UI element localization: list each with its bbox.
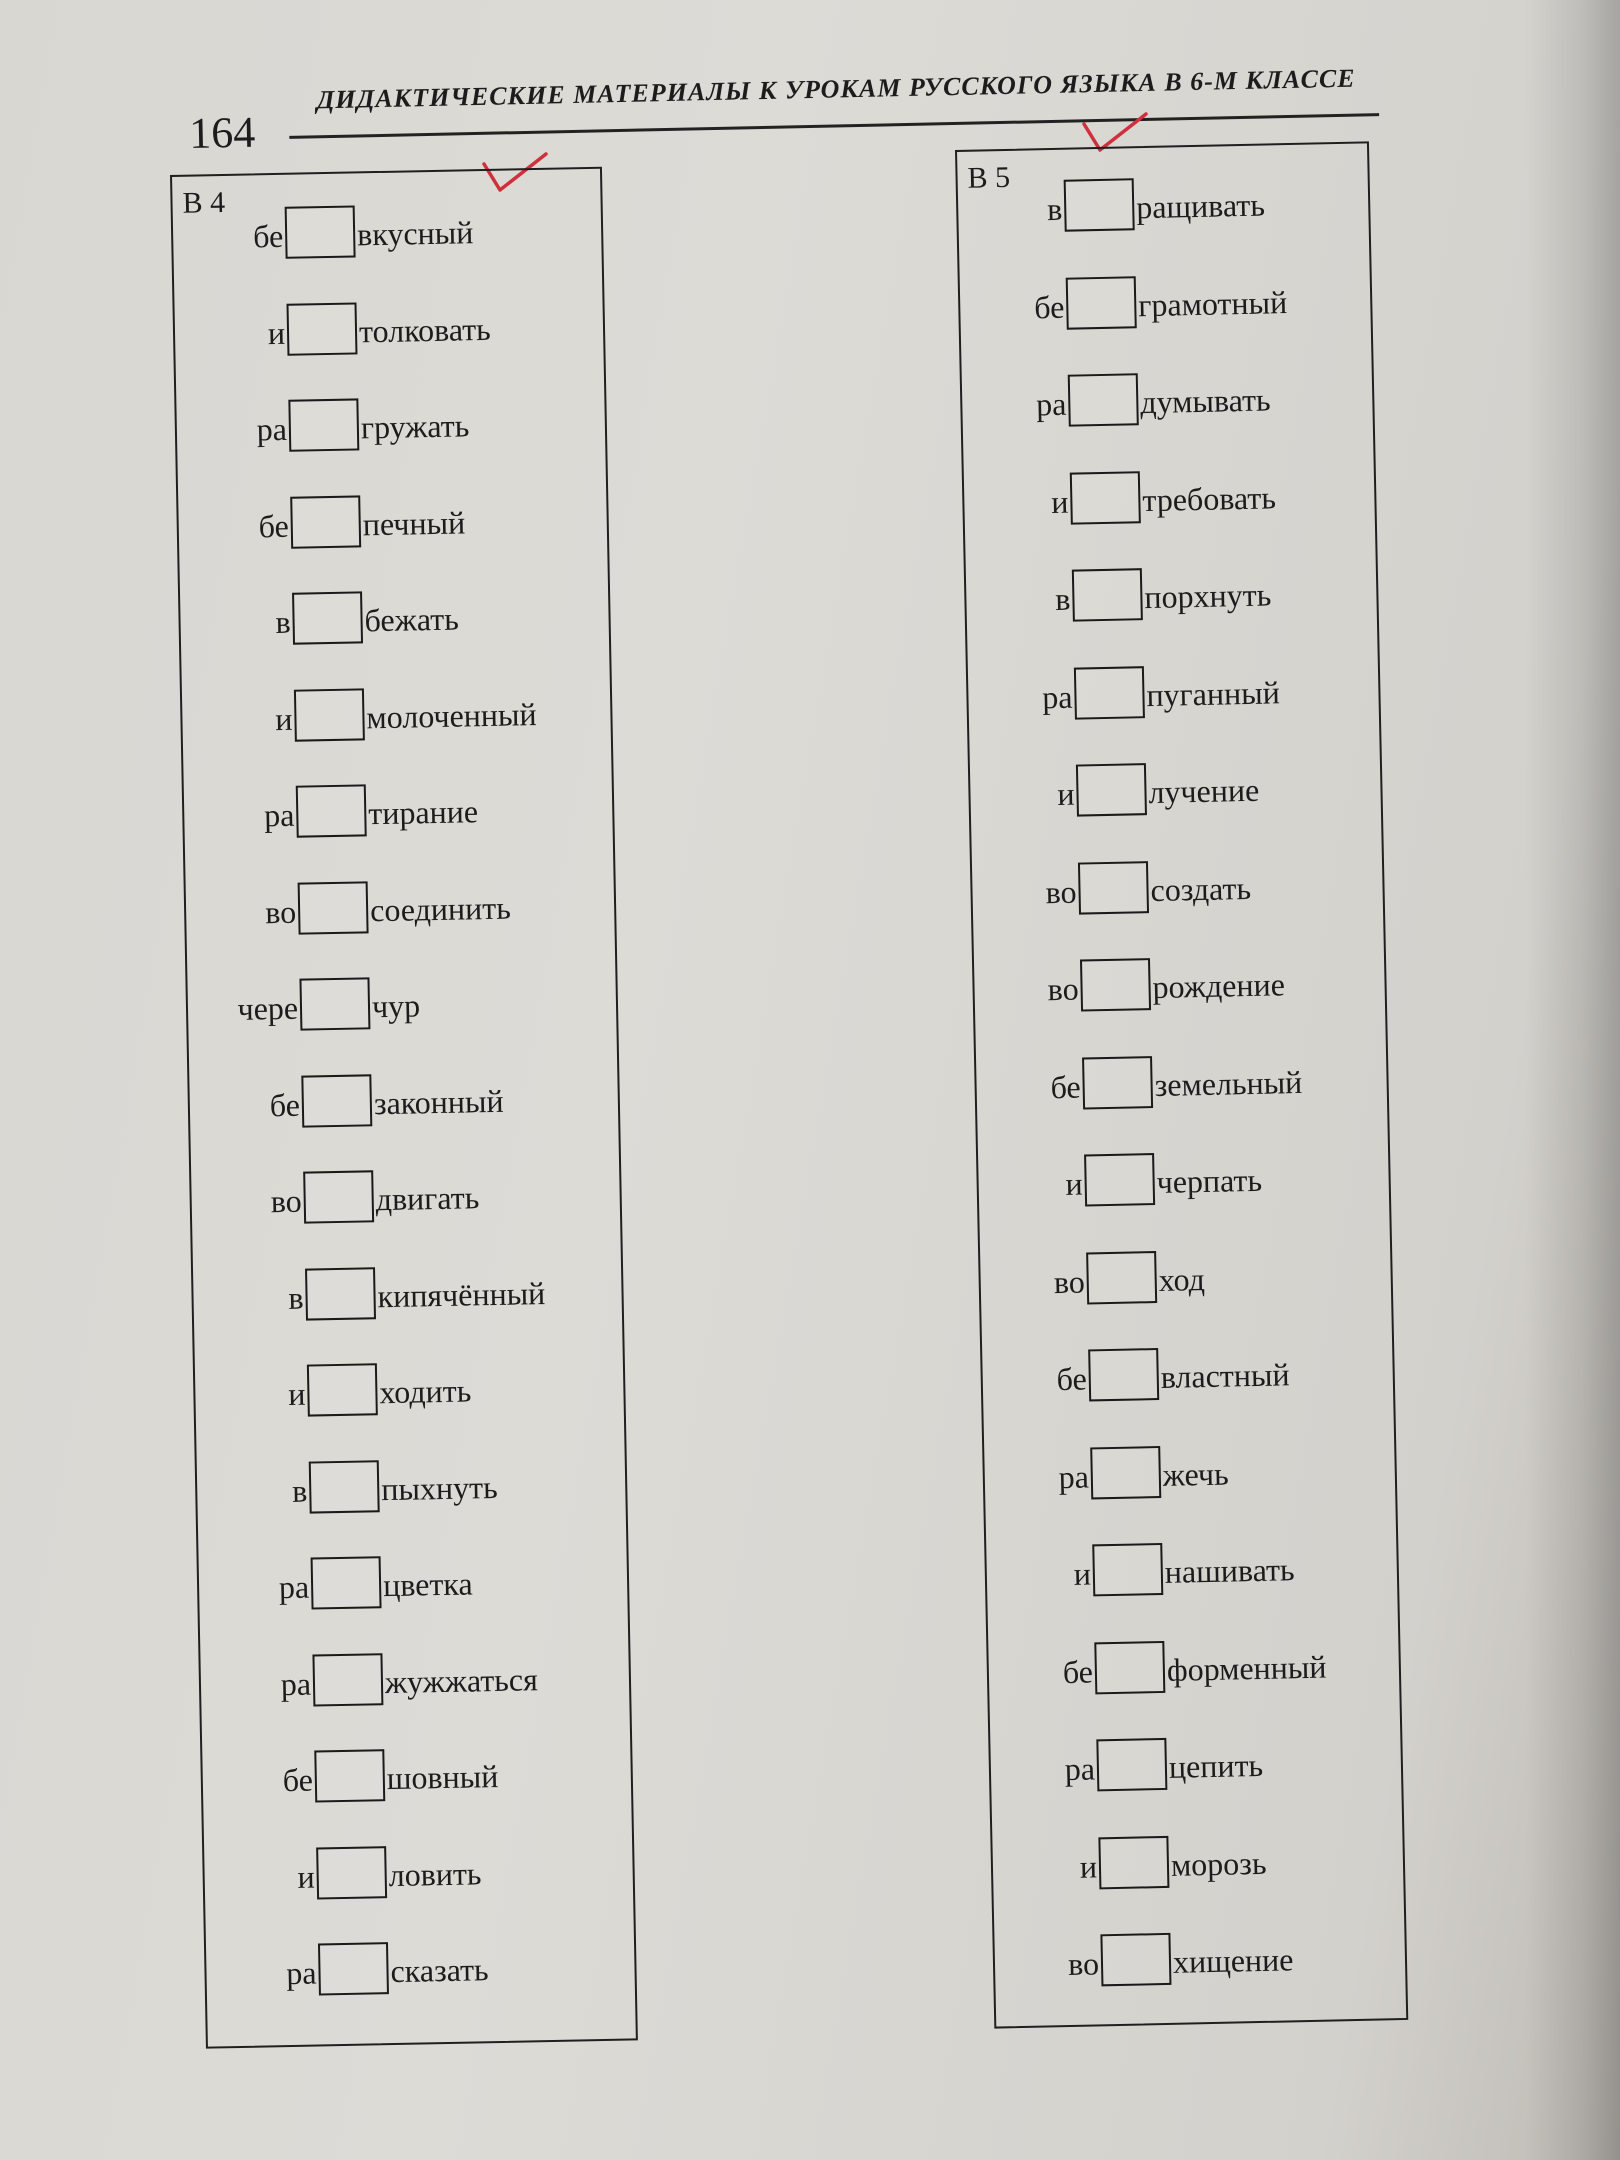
answer-blank-box[interactable] [294,688,365,741]
word-row [187,976,420,1032]
word-stem: кипячённый [377,1274,546,1314]
word-stem: бежать [364,600,460,639]
word-prefix: во [1067,1945,1100,1983]
word-prefix: ра [278,1568,310,1606]
word-prefix: ра [285,1954,317,1992]
word-stem: ходить [379,1372,472,1411]
word-stem: цветка [382,1565,473,1604]
word-row [974,955,1285,1013]
word-stem: создать [1150,869,1252,908]
answer-blank-box[interactable] [288,398,359,451]
answer-blank-box[interactable] [1068,373,1139,426]
word-stem: лучение [1148,771,1260,811]
word-stem: грамотный [1137,283,1288,323]
word-stem: толковать [358,310,492,349]
page-edge-shadow [1525,0,1620,2160]
word-prefix: бе [252,217,284,255]
word-row [186,878,512,936]
word-stem: молоченный [366,695,537,735]
word-row [197,1457,498,1515]
word-row [204,1844,482,1901]
word-prefix: во [1045,873,1077,910]
answer-blank-box[interactable] [1084,1153,1155,1206]
word-prefix: ра [1035,385,1067,423]
running-title: ДИДАКТИЧЕСКИЕ МАТЕРИАЛЫ К УРОКАМ РУССКОГО ЯЗЫКА В 6-М КЛАССЕ [316,63,1356,115]
word-row [964,468,1277,527]
word-stem: ход [1158,1260,1206,1298]
page-number: 164 [188,107,256,159]
word-stem: требовать [1141,478,1277,518]
word-row [988,1637,1327,1696]
answer-blank-box[interactable] [311,1556,382,1609]
word-prefix: в [288,1279,304,1316]
answer-blank-box[interactable] [318,1942,389,1995]
word-row [972,858,1252,916]
answer-blank-box[interactable] [316,1846,387,1899]
answer-blank-box[interactable] [307,1363,378,1416]
word-stem: соединить [369,889,512,928]
word-prefix: в [1046,190,1063,228]
word-stem: шовный [386,1757,499,1797]
word-row [173,203,474,261]
answer-blank-box[interactable] [296,784,367,837]
word-prefix: и [1073,1555,1092,1592]
word-row [200,1650,538,1708]
word-prefix: во [264,893,297,930]
variant-panel-b4 [170,167,638,2049]
word-prefix: ра [280,1665,312,1702]
word-row [982,1345,1290,1403]
word-prefix: во [270,1182,303,1220]
word-row [958,176,1266,234]
word-row [202,1747,498,1805]
word-stem: земельный [1154,1063,1303,1103]
word-prefix: ра [256,410,288,448]
answer-blank-box[interactable] [292,591,363,644]
word-stem: думывать [1139,381,1271,421]
word-row [980,1250,1205,1307]
word-row [182,685,537,744]
answer-blank-box[interactable] [286,302,357,355]
answer-blank-box[interactable] [1086,1251,1157,1304]
word-stem: черпать [1156,1161,1263,1200]
word-prefix: бе [1050,1068,1082,1105]
word-row [180,590,459,647]
word-prefix: в [291,1472,308,1509]
word-prefix: бе [282,1761,314,1799]
answer-blank-box[interactable] [303,1170,374,1223]
word-row [178,493,465,550]
word-stem: сказать [390,1951,489,1990]
word-prefix: ра [1041,678,1073,715]
answer-blank-box[interactable] [290,495,361,548]
word-stem: властный [1160,1356,1290,1395]
word-stem: законный [373,1082,504,1121]
word-row [976,1052,1303,1111]
word-prefix: и [1079,1847,1098,1885]
word-row [966,565,1272,623]
word-stem: пыхнуть [380,1468,498,1507]
word-prefix: бе [1062,1652,1094,1690]
answer-blank-box[interactable] [312,1653,383,1706]
answer-blank-box[interactable] [301,1074,372,1127]
word-stem: цепить [1168,1746,1264,1785]
word-stem: нашивать [1164,1551,1295,1590]
word-stem: порхнуть [1144,576,1272,616]
answer-blank-box[interactable] [1074,666,1145,719]
answer-blank-box[interactable] [1076,763,1147,816]
word-row [189,1071,504,1129]
word-stem: двигать [375,1179,480,1218]
variant-panel-b5 [955,141,1408,2028]
word-stem: ловить [388,1854,482,1893]
word-stem: форменный [1166,1648,1327,1688]
answer-blank-box[interactable] [1092,1543,1163,1596]
word-stem: тирание [367,793,479,832]
word-row [962,370,1271,428]
answer-blank-box[interactable] [1094,1640,1165,1693]
word-prefix: чере [237,989,299,1027]
variant-label: В 4 [182,185,226,220]
word-prefix: и [1057,775,1075,812]
word-stem: печный [362,503,466,542]
answer-blank-box[interactable] [1082,1056,1153,1109]
word-stem: вкусный [356,214,474,253]
word-row [984,1444,1229,1501]
word-prefix: в [275,603,291,641]
answer-blank-box[interactable] [1096,1738,1167,1791]
word-prefix: и [1050,483,1069,520]
answer-blank-box[interactable] [1066,276,1137,329]
answer-blank-box[interactable] [1072,568,1143,621]
variant-label: В 5 [967,160,1011,195]
word-prefix: ра [1064,1750,1096,1788]
word-row [206,1940,489,1997]
answer-blank-box[interactable] [1078,861,1149,914]
word-stem: пуганный [1146,673,1281,713]
word-prefix: ра [263,796,295,834]
word-row [184,782,479,840]
word-prefix: и [1065,1165,1084,1202]
word-prefix: бе [1056,1360,1088,1398]
word-stem: хищение [1172,1941,1294,1980]
word-prefix: в [1054,580,1071,617]
answer-blank-box[interactable] [314,1749,385,1802]
answer-blank-box[interactable] [1070,471,1141,524]
word-row [199,1554,473,1611]
word-stem: гружать [360,407,470,446]
word-prefix: во [1053,1263,1086,1300]
word-row [195,1361,472,1418]
answer-blank-box[interactable] [309,1460,380,1513]
header-rule [289,113,1379,139]
word-row [175,299,492,357]
word-stem: жечь [1162,1455,1229,1493]
word-row [986,1540,1295,1598]
word-row [992,1833,1267,1891]
word-prefix: и [297,1858,316,1895]
answer-blank-box[interactable] [299,977,370,1030]
answer-blank-box[interactable] [1100,1933,1171,1986]
word-row [994,1930,1293,1988]
answer-blank-box[interactable] [1080,958,1151,1011]
word-row [193,1264,546,1323]
word-row [990,1736,1263,1794]
word-row [176,396,469,454]
answer-blank-box[interactable] [285,205,356,258]
answer-blank-box[interactable] [1090,1445,1161,1498]
word-row [970,761,1260,819]
word-prefix: ра [1058,1457,1090,1495]
word-stem: морозь [1170,1844,1267,1883]
answer-blank-box[interactable] [305,1267,376,1320]
word-stem: чур [371,987,421,1025]
answer-blank-box[interactable] [1098,1835,1169,1888]
word-prefix: бе [269,1086,301,1123]
answer-blank-box[interactable] [298,881,369,934]
word-row [960,273,1288,332]
word-prefix: и [274,700,293,737]
word-prefix: и [287,1375,306,1412]
word-stem: жужжаться [384,1660,539,1700]
answer-blank-box[interactable] [1088,1348,1159,1401]
word-row [191,1168,480,1226]
word-stem: ращивать [1135,186,1266,226]
word-prefix: бе [258,507,290,544]
word-stem: рождение [1152,966,1286,1006]
word-prefix: и [267,314,286,351]
word-prefix: во [1047,970,1079,1008]
word-row [978,1151,1262,1209]
word-prefix: бе [1033,288,1065,325]
answer-blank-box[interactable] [1064,178,1135,231]
word-row [968,663,1280,722]
